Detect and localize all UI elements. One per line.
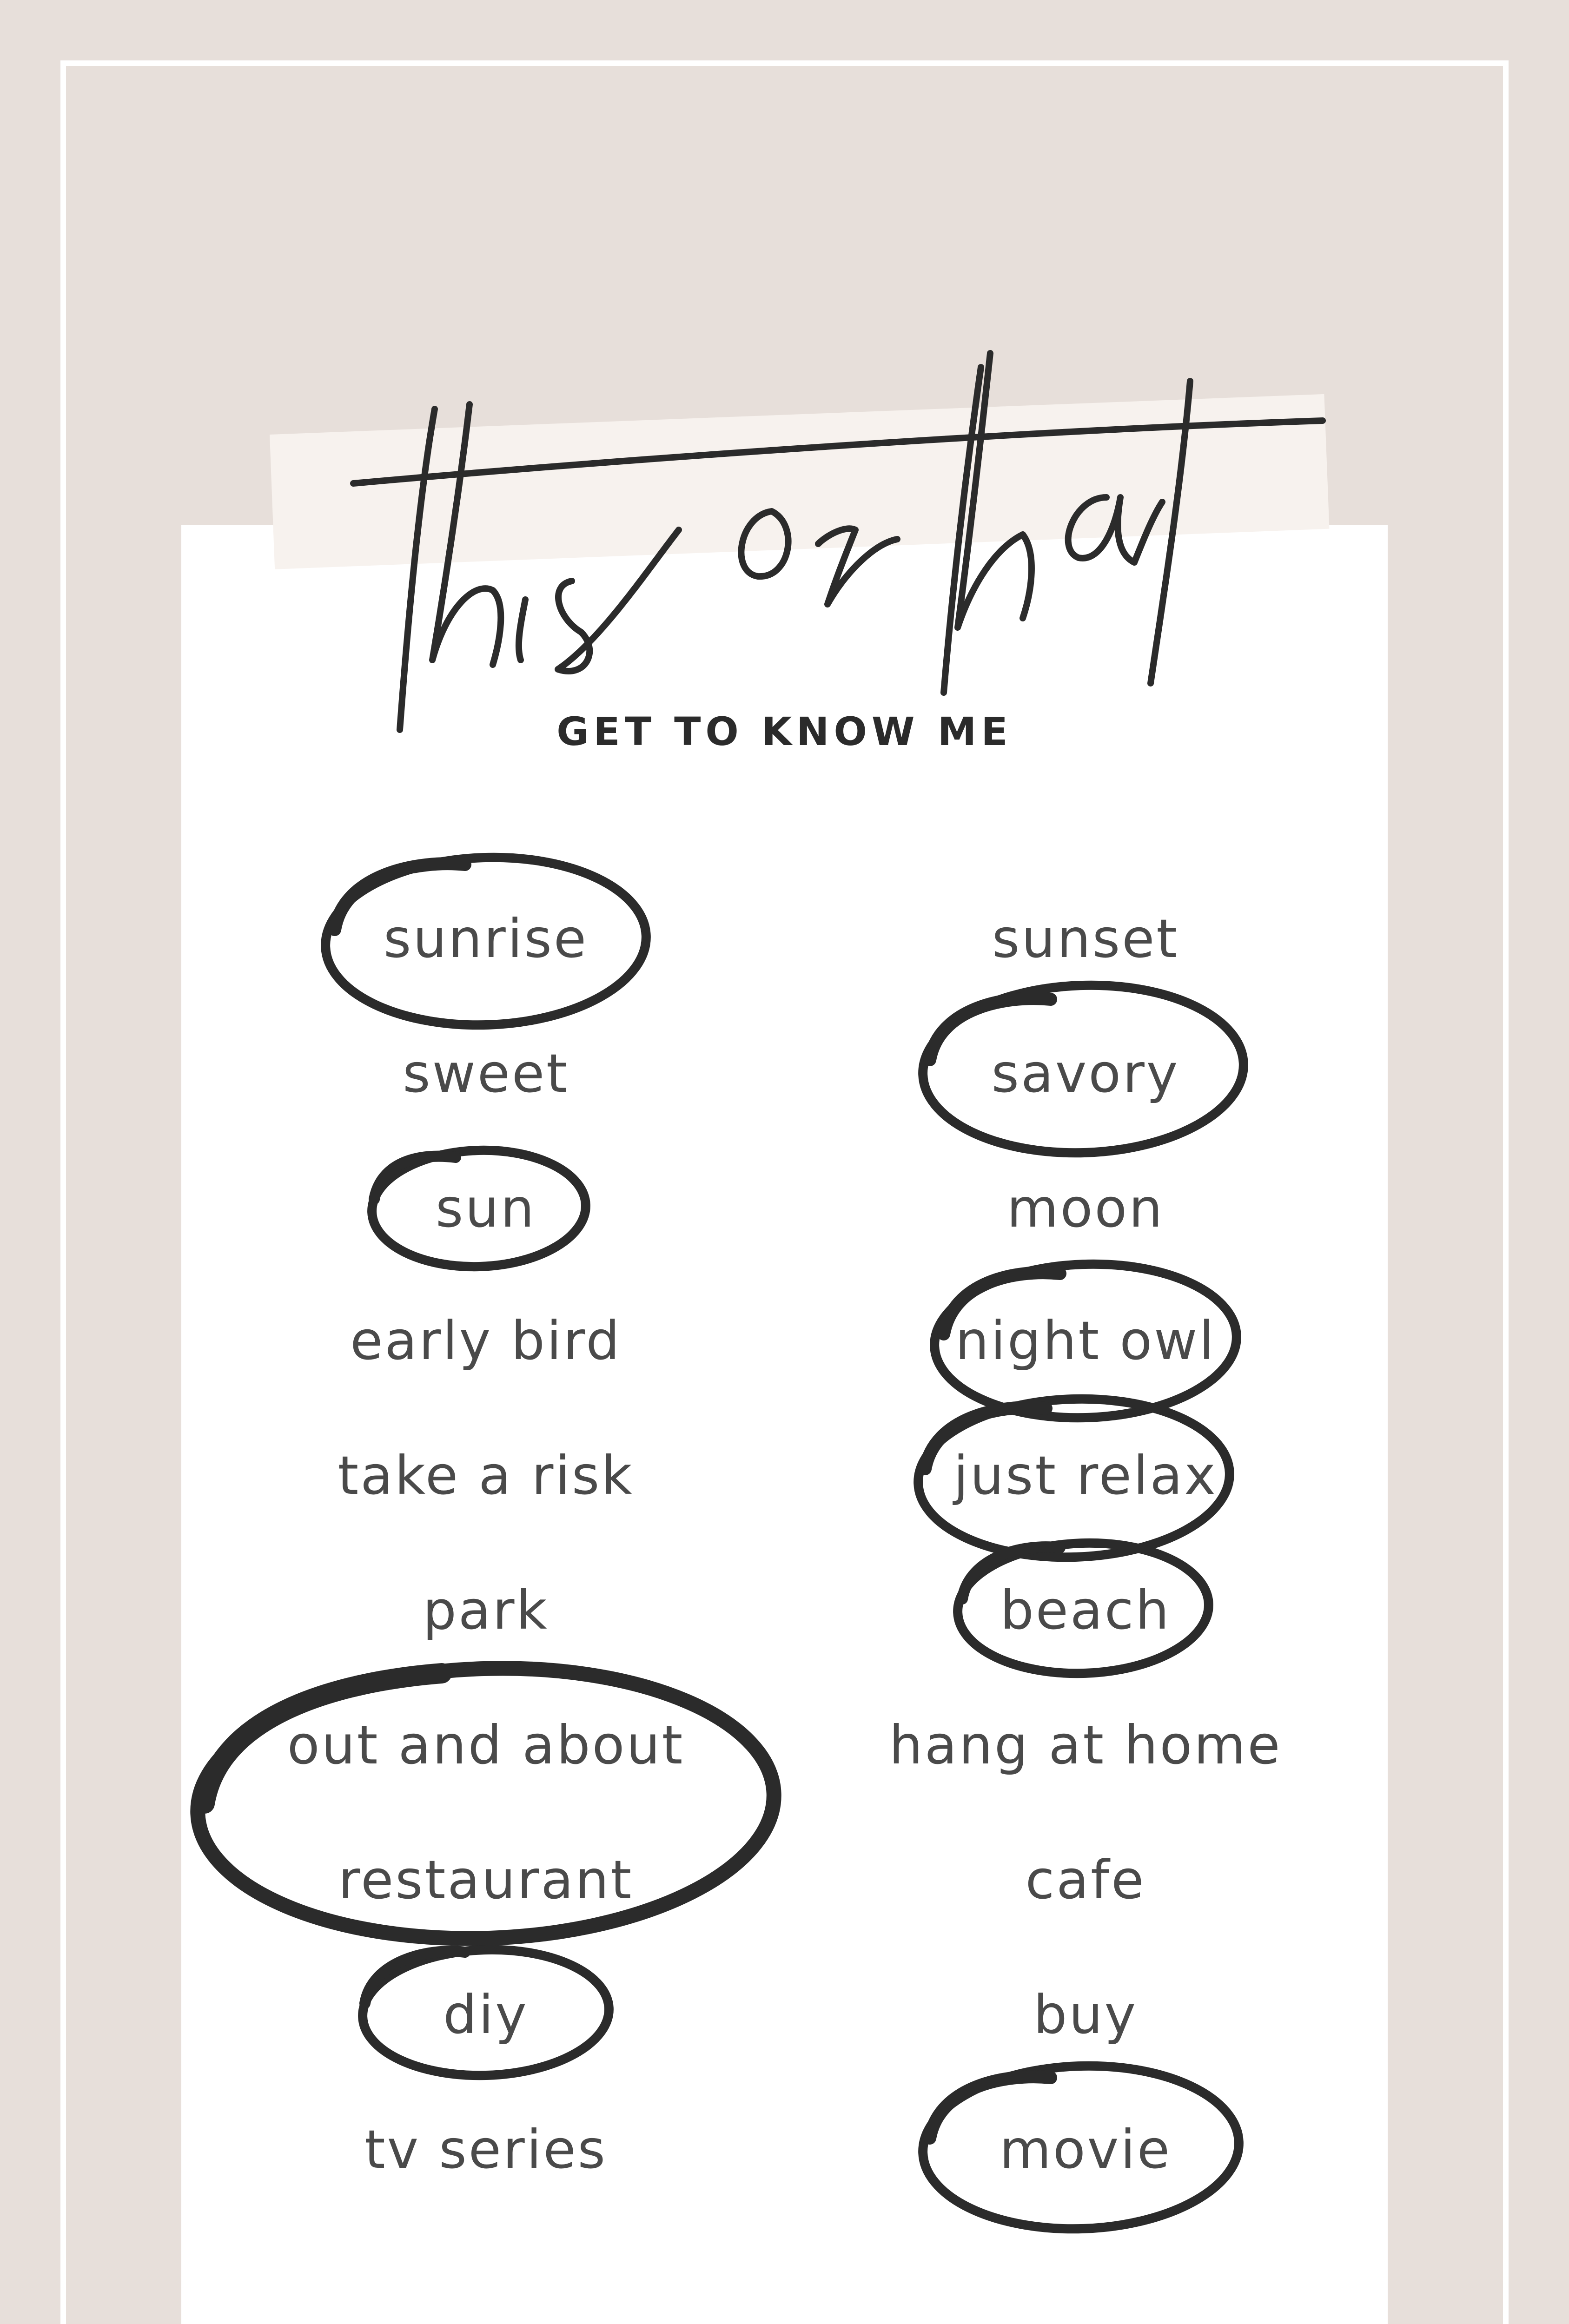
choice-left-5: take a risk — [338, 1445, 634, 1506]
choice-right-10: movie — [999, 2119, 1172, 2180]
choice-right-8: cafe — [1025, 1849, 1146, 1911]
choice-left-1: sunrise — [384, 908, 588, 970]
content-card — [181, 525, 1388, 2324]
choice-right-2: savory — [991, 1043, 1180, 1104]
choice-right-1: sunset — [992, 908, 1179, 970]
subtitle: GET TO KNOW ME — [556, 709, 1013, 754]
choice-right-4: night owl — [955, 1310, 1216, 1372]
choice-left-9: diy — [443, 1984, 529, 2046]
choice-left-4: early bird — [350, 1310, 622, 1372]
choice-right-6: beach — [1000, 1579, 1171, 1641]
choice-left-6: park — [423, 1579, 549, 1641]
choice-left-10: tv series — [364, 2119, 607, 2180]
choice-left-8: restaurant — [338, 1849, 634, 1911]
choice-left-7: out and about — [287, 1714, 685, 1776]
choice-right-3: moon — [1006, 1177, 1165, 1239]
choice-right-5: just relax — [953, 1445, 1218, 1506]
choice-left-2: sweet — [403, 1043, 569, 1104]
choice-left-3: sun — [436, 1177, 536, 1239]
choice-right-7: hang at home — [889, 1714, 1282, 1776]
title-text — [344, 335, 1367, 734]
choice-right-9: buy — [1033, 1984, 1138, 2046]
